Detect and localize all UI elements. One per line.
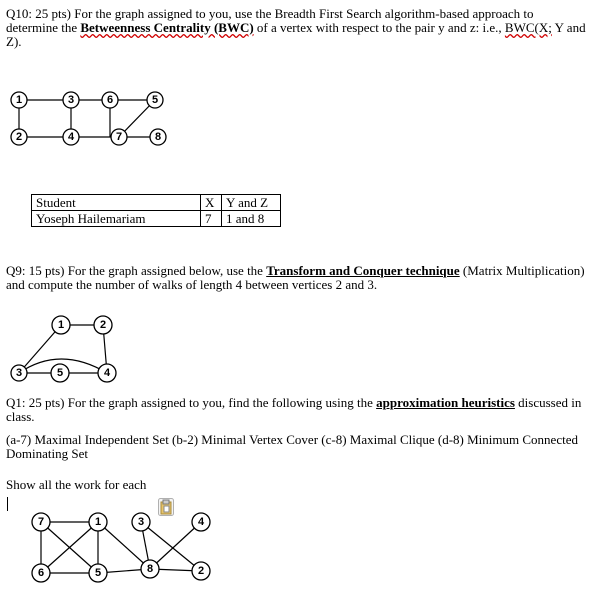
q1-prefix: Q1: 25 pts) For the graph assigned to you, find the following using the xyxy=(6,395,377,410)
cell-y-z: 1 and 8 xyxy=(222,211,281,227)
svg-text:7: 7 xyxy=(37,516,45,528)
graph-3-node-6 xyxy=(32,564,50,582)
q10-term: Betweenness Centrality (BWC) xyxy=(80,20,254,35)
svg-text:2: 2 xyxy=(197,565,205,577)
cell-x: 7 xyxy=(201,211,222,227)
q1-term: approximation heuristics xyxy=(376,395,515,410)
svg-text:1: 1 xyxy=(57,319,65,331)
q10-mid: of a vertex with respect to the pair y and z: i.e., xyxy=(253,20,505,35)
svg-text:4: 4 xyxy=(197,516,205,528)
q9-end: (Matrix Multiplication) and compute the number of walks of length 4 between vertices 2 and 3. xyxy=(6,263,585,292)
svg-text:8: 8 xyxy=(146,563,154,575)
svg-text:3: 3 xyxy=(137,516,145,528)
q10-prefix: Q10: 25 pts) For the graph assigned to you, use the Breadth First Search algorithm-based approach to determine the xyxy=(6,6,534,35)
svg-text:3: 3 xyxy=(67,94,75,106)
header-student: Student xyxy=(32,195,201,211)
svg-text:5: 5 xyxy=(56,367,64,379)
q9-term: Transform and Conquer technique xyxy=(266,263,460,278)
svg-text:8: 8 xyxy=(154,131,162,143)
graph-3-node-5 xyxy=(89,564,107,582)
header-y-z: Y and Z xyxy=(222,195,281,211)
svg-text:5: 5 xyxy=(151,94,159,106)
graph-3-node-8 xyxy=(141,560,159,578)
svg-text:6: 6 xyxy=(106,94,114,106)
q1-end: discussed in class. xyxy=(6,395,582,424)
svg-text:5: 5 xyxy=(94,567,102,579)
q1-parts: (a-7) Maximal Independent Set (b-2) Minimal Vertex Cover (c-8) Maximal Clique (d-8) Minimum Connected Dominating Set xyxy=(6,432,578,461)
q10-bwc: BWC(X; xyxy=(504,20,552,35)
svg-text:1: 1 xyxy=(15,94,23,106)
svg-text:1: 1 xyxy=(94,516,102,528)
svg-text:3: 3 xyxy=(15,367,23,379)
graph-3-node-7 xyxy=(32,513,50,531)
svg-text:2: 2 xyxy=(15,131,23,143)
header-x: X xyxy=(201,195,222,211)
cell-student-name: Yoseph Hailemariam xyxy=(32,211,201,227)
svg-text:4: 4 xyxy=(103,367,111,379)
svg-text:4: 4 xyxy=(67,131,75,143)
svg-text:7: 7 xyxy=(115,131,123,143)
graph-3-node-2 xyxy=(192,562,210,580)
q9-prefix: Q9: 15 pts) For the graph assigned below, use the xyxy=(6,263,267,278)
q10-end: Y and Z). xyxy=(6,20,586,49)
show-work-text: Show all the work for each xyxy=(6,477,147,492)
svg-text:2: 2 xyxy=(99,319,107,331)
graph-3-node-4 xyxy=(192,513,210,531)
svg-text:6: 6 xyxy=(37,567,45,579)
graph-3-node-1 xyxy=(89,513,107,531)
graph-3-edges xyxy=(41,522,201,573)
graph-3-node-3 xyxy=(132,513,150,531)
